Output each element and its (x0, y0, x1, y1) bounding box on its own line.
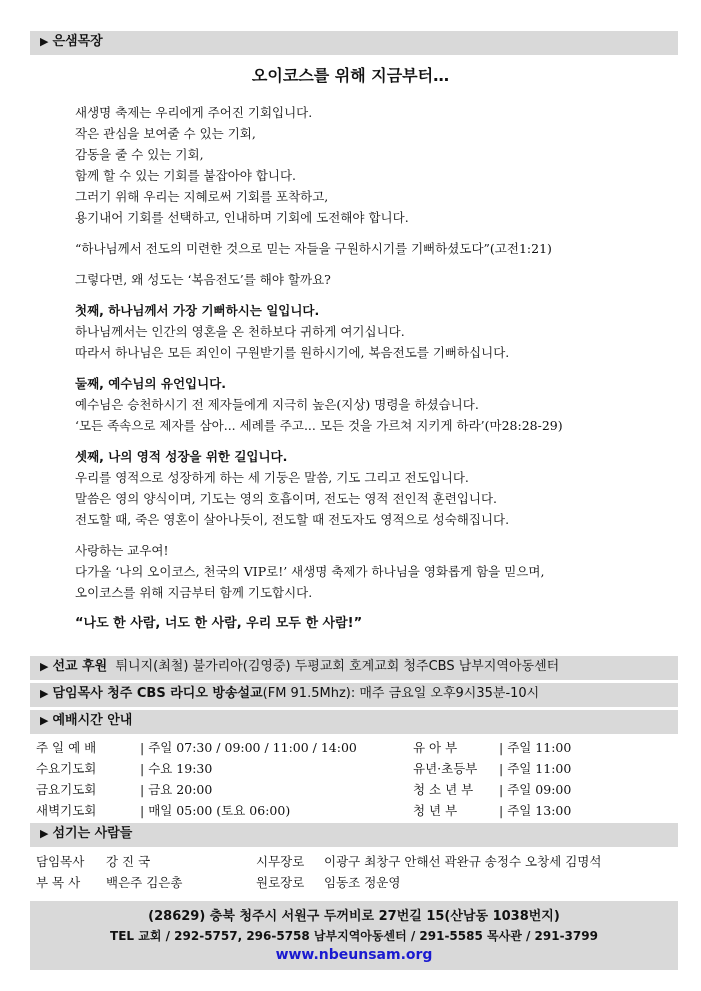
radio-label: 담임목사 청주 CBS 라디오 방송설교 (52, 686, 263, 701)
closing-line: 다가올 ‘나의 오이코스, 천국의 VIP로!’ 새생명 축제가 하나님을 영화롭게 함을 믿으며, (75, 564, 545, 579)
triangle-icon: ▶ (40, 660, 49, 673)
servant-row: 담임목사 강 진 국 시무장로 이광구 최창구 안해선 곽완규 송정수 오창세 김명석 (36, 854, 602, 869)
closing-line: 오이코스를 위해 지금부터 함께 기도합시다. (75, 585, 313, 600)
intro-line: 그러기 위해 우리는 지혜로써 기회를 포착하고, (75, 189, 329, 204)
servants-label: 섬기는 사람들 (52, 826, 133, 841)
intro-line: 용기내어 기회를 선택하고, 인내하며 기회에 도전해야 합니다. (75, 210, 409, 225)
bible-verse: “하나님께서 전도의 미련한 것으로 믿는 자들을 구원하시기를 기뻐하셨도다”(고전1:21) (75, 241, 552, 256)
servant-row: 부 목 사 백은주 김은총 원로장로 임동조 정운영 (36, 875, 401, 890)
schedule-row: 청 소 년 부 | 주일 09:00 (413, 782, 572, 797)
closing-line: 사랑하는 교우여! (75, 543, 169, 558)
schedule-row: 새벽기도회 | 매일 05:00 (토요 06:00) (36, 803, 291, 818)
triangle-icon: ▶ (40, 35, 49, 48)
point-line: ‘모든 족속으로 제자를 삼아... 세례를 주고... 모든 것을 가르쳐 지키게 하라’(마28:28-29) (75, 418, 563, 433)
schedule-row: 유 아 부 | 주일 11:00 (413, 740, 572, 755)
point-line: 예수님은 승천하시기 전 제자들에게 지극히 높은(지상) 명령을 하셨습니다. (75, 397, 479, 412)
intro-line: 작은 관심을 보여줄 수 있는 기회, (75, 126, 256, 141)
article-body (75, 102, 635, 634)
worship-label: 예배시간 안내 (52, 713, 133, 728)
point-line: 우리를 영적으로 성장하게 하는 세 기둥은 말씀, 기도 그리고 전도입니다. (75, 470, 469, 485)
schedule-row: 청 년 부 | 주일 13:00 (413, 803, 572, 818)
schedule-row: 유년·초등부 | 주일 11:00 (413, 761, 572, 776)
intro-line: 새생명 축제는 우리에게 주어진 기회입니다. (75, 105, 313, 120)
point-heading: 첫째, 하나님께서 가장 기뻐하시는 일입니다. (75, 303, 320, 318)
triangle-icon: ▶ (40, 714, 49, 727)
servants-list (36, 851, 601, 893)
footer-contact (30, 901, 678, 970)
point-heading: 셋째, 나의 영적 성장을 위한 길입니다. (75, 449, 288, 464)
intro-line: 감동을 줄 수 있는 기회, (75, 147, 204, 162)
schedule-row: 금요기도회 | 금요 20:00 (36, 782, 213, 797)
radio-bar (30, 683, 678, 707)
section-header (30, 31, 678, 55)
section-header-label: 은샘목장 (52, 34, 103, 49)
address: (28629) 충북 청주시 서원구 두꺼비로 27번길 15(산남동 1038번지) (148, 909, 560, 924)
radio-text: (FM 91.5Mhz): 매주 금요일 오후9시35분-10시 (262, 686, 540, 701)
worship-bar (30, 710, 678, 734)
worship-schedule-left (36, 737, 357, 821)
mission-bar (30, 656, 678, 680)
triangle-icon: ▶ (40, 827, 49, 840)
website-link[interactable]: www.nbeunsam.org (275, 947, 433, 963)
point-line: 전도할 때, 죽은 영혼이 살아나듯이, 전도할 때 전도자도 영적으로 성숙해집니다. (75, 512, 510, 527)
point-line: 말씀은 영의 양식이며, 기도는 영의 호흡이며, 전도는 영적 전인적 훈련입니다. (75, 491, 498, 506)
phone-numbers: TEL 교회 / 292-5757, 296-5758 남부지역아동센터 / 291-5585 목사관 / 291-3799 (110, 929, 598, 943)
question-line: 그렇다면, 왜 성도는 ‘복음전도’를 해야 할까요? (75, 272, 331, 287)
point-line: 하나님께서는 인간의 영혼을 온 천하보다 귀하게 여기십니다. (75, 324, 405, 339)
triangle-icon: ▶ (40, 687, 49, 700)
schedule-row: 주 일 예 배 | 주일 07:30 / 09:00 / 11:00 / 14:00 (36, 740, 357, 755)
schedule-row: 수요기도회 | 수요 19:30 (36, 761, 213, 776)
point-heading: 둘째, 예수님의 유언입니다. (75, 376, 227, 391)
mission-text: 튀니지(최철) 불가리아(김영중) 두평교회 호계교회 청주CBS 남부지역아동센터 (115, 659, 560, 674)
worship-schedule-right (413, 737, 571, 821)
servants-bar (30, 823, 678, 847)
intro-line: 함께 할 수 있는 기회를 붙잡아야 합니다. (75, 168, 297, 183)
point-line: 따라서 하나님은 모든 죄인이 구원받기를 원하시기에, 복음전도를 기뻐하십니다. (75, 345, 510, 360)
page-title: 오이코스를 위해 지금부터… (251, 66, 450, 85)
slogan: “나도 한 사람, 너도 한 사람, 우리 모두 한 사람!” (75, 616, 363, 631)
mission-label: 선교 후원 (52, 659, 108, 674)
